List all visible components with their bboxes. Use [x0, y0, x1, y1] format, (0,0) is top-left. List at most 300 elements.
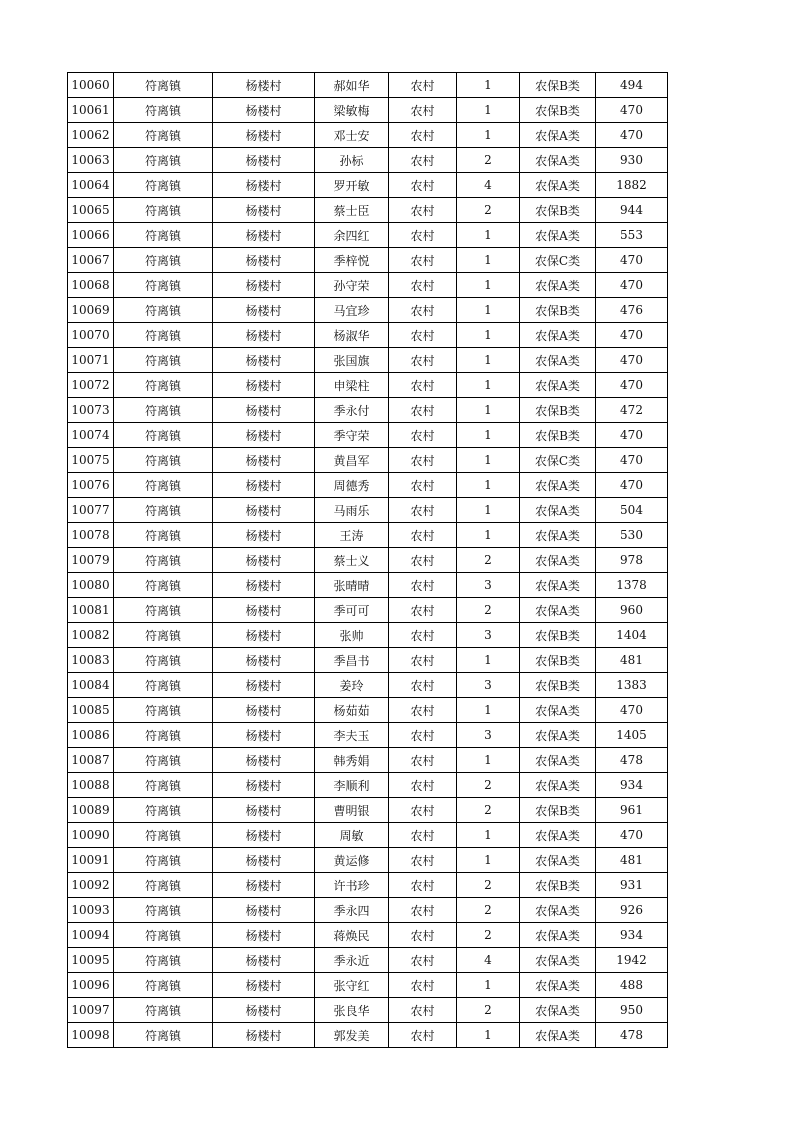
- town-cell: 符离镇: [114, 98, 213, 123]
- village-cell: 杨楼村: [213, 398, 315, 423]
- town-cell: 符离镇: [114, 298, 213, 323]
- amount-cell: 470: [596, 448, 668, 473]
- member-count-cell: 2: [457, 798, 520, 823]
- insurance-category-cell: 农保A类: [520, 723, 596, 748]
- member-count-cell: 2: [457, 773, 520, 798]
- name-cell: 张良华: [315, 998, 389, 1023]
- member-count-cell: 1: [457, 123, 520, 148]
- amount-cell: 470: [596, 373, 668, 398]
- member-count-cell: 2: [457, 898, 520, 923]
- table-row: [68, 948, 668, 973]
- member-count-cell: 1: [457, 248, 520, 273]
- name-cell: 季守荣: [315, 423, 389, 448]
- village-cell: 杨楼村: [213, 923, 315, 948]
- name-cell: 张晴晴: [315, 573, 389, 598]
- amount-cell: 930: [596, 148, 668, 173]
- amount-cell: 950: [596, 998, 668, 1023]
- name-cell: 申梁柱: [315, 373, 389, 398]
- insurance-category-cell: 农保A类: [520, 223, 596, 248]
- household-type-cell: 农村: [389, 923, 457, 948]
- village-cell: 杨楼村: [213, 498, 315, 523]
- household-type-cell: 农村: [389, 598, 457, 623]
- insurance-category-cell: 农保A类: [520, 373, 596, 398]
- table-row: [68, 198, 668, 223]
- village-cell: 杨楼村: [213, 173, 315, 198]
- record-id-cell: 10077: [68, 498, 114, 523]
- town-cell: 符离镇: [114, 123, 213, 148]
- record-id-cell: 10067: [68, 248, 114, 273]
- amount-cell: 470: [596, 123, 668, 148]
- member-count-cell: 4: [457, 948, 520, 973]
- village-cell: 杨楼村: [213, 623, 315, 648]
- household-type-cell: 农村: [389, 398, 457, 423]
- village-cell: 杨楼村: [213, 423, 315, 448]
- member-count-cell: 4: [457, 173, 520, 198]
- name-cell: 马宜珍: [315, 298, 389, 323]
- amount-cell: 494: [596, 73, 668, 98]
- record-id-cell: 10075: [68, 448, 114, 473]
- village-cell: 杨楼村: [213, 698, 315, 723]
- household-type-cell: 农村: [389, 573, 457, 598]
- record-id-cell: 10085: [68, 698, 114, 723]
- name-cell: 杨淑华: [315, 323, 389, 348]
- town-cell: 符离镇: [114, 723, 213, 748]
- village-cell: 杨楼村: [213, 798, 315, 823]
- member-count-cell: 1: [457, 973, 520, 998]
- insurance-category-cell: 农保A类: [520, 1023, 596, 1048]
- insurance-category-cell: 农保A类: [520, 548, 596, 573]
- name-cell: 李夫玉: [315, 723, 389, 748]
- name-cell: 梁敏梅: [315, 98, 389, 123]
- name-cell: 邓士安: [315, 123, 389, 148]
- town-cell: 符离镇: [114, 648, 213, 673]
- insurance-category-cell: 农保C类: [520, 248, 596, 273]
- table-row: [68, 673, 668, 698]
- name-cell: 蔡士臣: [315, 198, 389, 223]
- table-row: [68, 573, 668, 598]
- name-cell: 黄运修: [315, 848, 389, 873]
- amount-cell: 1404: [596, 623, 668, 648]
- amount-cell: 961: [596, 798, 668, 823]
- table-row: [68, 873, 668, 898]
- insurance-category-cell: 农保A类: [520, 698, 596, 723]
- village-cell: 杨楼村: [213, 448, 315, 473]
- table-row: [68, 923, 668, 948]
- household-type-cell: 农村: [389, 998, 457, 1023]
- insurance-category-cell: 农保A类: [520, 748, 596, 773]
- insurance-category-cell: 农保A类: [520, 523, 596, 548]
- record-id-cell: 10096: [68, 973, 114, 998]
- insurance-category-cell: 农保B类: [520, 98, 596, 123]
- village-cell: 杨楼村: [213, 123, 315, 148]
- town-cell: 符离镇: [114, 998, 213, 1023]
- table-row: [68, 373, 668, 398]
- table-row: [68, 98, 668, 123]
- member-count-cell: 2: [457, 548, 520, 573]
- village-cell: 杨楼村: [213, 473, 315, 498]
- insurance-category-cell: 农保B类: [520, 873, 596, 898]
- village-cell: 杨楼村: [213, 548, 315, 573]
- member-count-cell: 3: [457, 573, 520, 598]
- household-type-cell: 农村: [389, 798, 457, 823]
- amount-cell: 931: [596, 873, 668, 898]
- insurance-category-cell: 农保A类: [520, 123, 596, 148]
- table-row: [68, 273, 668, 298]
- amount-cell: 1882: [596, 173, 668, 198]
- record-id-cell: 10071: [68, 348, 114, 373]
- table-row: [68, 998, 668, 1023]
- record-id-cell: 10092: [68, 873, 114, 898]
- town-cell: 符离镇: [114, 323, 213, 348]
- name-cell: 许书珍: [315, 873, 389, 898]
- name-cell: 郭发美: [315, 1023, 389, 1048]
- insurance-category-cell: 农保B类: [520, 398, 596, 423]
- household-type-cell: 农村: [389, 548, 457, 573]
- household-type-cell: 农村: [389, 948, 457, 973]
- table-row: [68, 723, 668, 748]
- village-cell: 杨楼村: [213, 73, 315, 98]
- insurance-category-cell: 农保B类: [520, 73, 596, 98]
- record-id-cell: 10086: [68, 723, 114, 748]
- village-cell: 杨楼村: [213, 1023, 315, 1048]
- household-type-cell: 农村: [389, 223, 457, 248]
- record-id-cell: 10079: [68, 548, 114, 573]
- member-count-cell: 2: [457, 198, 520, 223]
- member-count-cell: 1: [457, 698, 520, 723]
- name-cell: 周德秀: [315, 473, 389, 498]
- insurance-category-cell: 农保A类: [520, 823, 596, 848]
- name-cell: 张帅: [315, 623, 389, 648]
- insurance-category-cell: 农保A类: [520, 273, 596, 298]
- amount-cell: 470: [596, 698, 668, 723]
- table-row: [68, 898, 668, 923]
- record-id-cell: 10084: [68, 673, 114, 698]
- insurance-category-cell: 农保B类: [520, 423, 596, 448]
- town-cell: 符离镇: [114, 148, 213, 173]
- household-type-cell: 农村: [389, 323, 457, 348]
- household-type-cell: 农村: [389, 498, 457, 523]
- name-cell: 马雨乐: [315, 498, 389, 523]
- village-cell: 杨楼村: [213, 873, 315, 898]
- town-cell: 符离镇: [114, 198, 213, 223]
- insurance-category-cell: 农保A类: [520, 998, 596, 1023]
- amount-cell: 926: [596, 898, 668, 923]
- town-cell: 符离镇: [114, 448, 213, 473]
- record-id-cell: 10065: [68, 198, 114, 223]
- town-cell: 符离镇: [114, 823, 213, 848]
- insurance-category-cell: 农保A类: [520, 898, 596, 923]
- member-count-cell: 2: [457, 923, 520, 948]
- member-count-cell: 2: [457, 873, 520, 898]
- insurance-category-cell: 农保B类: [520, 798, 596, 823]
- member-count-cell: 1: [457, 373, 520, 398]
- name-cell: 王涛: [315, 523, 389, 548]
- member-count-cell: 2: [457, 998, 520, 1023]
- record-id-cell: 10064: [68, 173, 114, 198]
- member-count-cell: 1: [457, 473, 520, 498]
- village-cell: 杨楼村: [213, 723, 315, 748]
- town-cell: 符离镇: [114, 948, 213, 973]
- village-cell: 杨楼村: [213, 348, 315, 373]
- name-cell: 余四红: [315, 223, 389, 248]
- insurance-category-cell: 农保A类: [520, 323, 596, 348]
- village-cell: 杨楼村: [213, 598, 315, 623]
- village-cell: 杨楼村: [213, 198, 315, 223]
- name-cell: 蒋焕民: [315, 923, 389, 948]
- town-cell: 符离镇: [114, 773, 213, 798]
- insurance-category-cell: 农保B类: [520, 648, 596, 673]
- record-id-cell: 10076: [68, 473, 114, 498]
- table-row: [68, 148, 668, 173]
- table-row: [68, 798, 668, 823]
- amount-cell: 488: [596, 973, 668, 998]
- member-count-cell: 2: [457, 148, 520, 173]
- record-id-cell: 10081: [68, 598, 114, 623]
- record-id-cell: 10068: [68, 273, 114, 298]
- town-cell: 符离镇: [114, 573, 213, 598]
- insurance-category-cell: 农保B类: [520, 298, 596, 323]
- table-row: [68, 473, 668, 498]
- record-id-cell: 10091: [68, 848, 114, 873]
- amount-cell: 470: [596, 248, 668, 273]
- village-cell: 杨楼村: [213, 573, 315, 598]
- insurance-category-cell: 农保B类: [520, 198, 596, 223]
- table-row: [68, 448, 668, 473]
- insurance-category-cell: 农保B类: [520, 623, 596, 648]
- name-cell: 张国旗: [315, 348, 389, 373]
- table-row: [68, 323, 668, 348]
- table-row: [68, 298, 668, 323]
- record-id-cell: 10087: [68, 748, 114, 773]
- town-cell: 符离镇: [114, 523, 213, 548]
- village-cell: 杨楼村: [213, 148, 315, 173]
- name-cell: 黄昌军: [315, 448, 389, 473]
- village-cell: 杨楼村: [213, 648, 315, 673]
- member-count-cell: 1: [457, 273, 520, 298]
- records-table: [67, 72, 668, 1048]
- household-type-cell: 农村: [389, 623, 457, 648]
- amount-cell: 481: [596, 848, 668, 873]
- name-cell: 罗开敏: [315, 173, 389, 198]
- household-type-cell: 农村: [389, 448, 457, 473]
- member-count-cell: 1: [457, 348, 520, 373]
- name-cell: 孙守荣: [315, 273, 389, 298]
- table-row: [68, 848, 668, 873]
- table-row: [68, 223, 668, 248]
- insurance-category-cell: 农保A类: [520, 848, 596, 873]
- record-id-cell: 10089: [68, 798, 114, 823]
- table-row: [68, 523, 668, 548]
- name-cell: 季昌书: [315, 648, 389, 673]
- record-id-cell: 10072: [68, 373, 114, 398]
- record-id-cell: 10063: [68, 148, 114, 173]
- household-type-cell: 农村: [389, 773, 457, 798]
- record-id-cell: 10082: [68, 623, 114, 648]
- amount-cell: 934: [596, 923, 668, 948]
- town-cell: 符离镇: [114, 848, 213, 873]
- member-count-cell: 1: [457, 448, 520, 473]
- town-cell: 符离镇: [114, 398, 213, 423]
- record-id-cell: 10060: [68, 73, 114, 98]
- table-row: [68, 623, 668, 648]
- record-id-cell: 10098: [68, 1023, 114, 1048]
- member-count-cell: 1: [457, 298, 520, 323]
- household-type-cell: 农村: [389, 473, 457, 498]
- amount-cell: 470: [596, 423, 668, 448]
- amount-cell: 530: [596, 523, 668, 548]
- amount-cell: 934: [596, 773, 668, 798]
- village-cell: 杨楼村: [213, 848, 315, 873]
- member-count-cell: 1: [457, 98, 520, 123]
- record-id-cell: 10088: [68, 773, 114, 798]
- table-row: [68, 748, 668, 773]
- amount-cell: 481: [596, 648, 668, 673]
- table-row: [68, 773, 668, 798]
- household-type-cell: 农村: [389, 748, 457, 773]
- table-row: [68, 398, 668, 423]
- household-type-cell: 农村: [389, 698, 457, 723]
- village-cell: 杨楼村: [213, 248, 315, 273]
- village-cell: 杨楼村: [213, 273, 315, 298]
- household-type-cell: 农村: [389, 898, 457, 923]
- household-type-cell: 农村: [389, 723, 457, 748]
- village-cell: 杨楼村: [213, 998, 315, 1023]
- name-cell: 张守红: [315, 973, 389, 998]
- amount-cell: 478: [596, 748, 668, 773]
- amount-cell: 470: [596, 348, 668, 373]
- table-row: [68, 498, 668, 523]
- amount-cell: 476: [596, 298, 668, 323]
- amount-cell: 470: [596, 98, 668, 123]
- town-cell: 符离镇: [114, 798, 213, 823]
- household-type-cell: 农村: [389, 1023, 457, 1048]
- household-type-cell: 农村: [389, 98, 457, 123]
- name-cell: 周敏: [315, 823, 389, 848]
- town-cell: 符离镇: [114, 348, 213, 373]
- name-cell: 季永四: [315, 898, 389, 923]
- member-count-cell: 1: [457, 423, 520, 448]
- village-cell: 杨楼村: [213, 223, 315, 248]
- village-cell: 杨楼村: [213, 298, 315, 323]
- member-count-cell: 1: [457, 223, 520, 248]
- household-type-cell: 农村: [389, 348, 457, 373]
- town-cell: 符离镇: [114, 473, 213, 498]
- insurance-category-cell: 农保A类: [520, 948, 596, 973]
- record-id-cell: 10069: [68, 298, 114, 323]
- household-type-cell: 农村: [389, 198, 457, 223]
- name-cell: 郝如华: [315, 73, 389, 98]
- table-row: [68, 423, 668, 448]
- village-cell: 杨楼村: [213, 373, 315, 398]
- member-count-cell: 1: [457, 748, 520, 773]
- household-type-cell: 农村: [389, 173, 457, 198]
- record-id-cell: 10074: [68, 423, 114, 448]
- member-count-cell: 1: [457, 823, 520, 848]
- insurance-category-cell: 农保A类: [520, 923, 596, 948]
- village-cell: 杨楼村: [213, 323, 315, 348]
- household-type-cell: 农村: [389, 873, 457, 898]
- village-cell: 杨楼村: [213, 948, 315, 973]
- member-count-cell: 3: [457, 723, 520, 748]
- amount-cell: 978: [596, 548, 668, 573]
- member-count-cell: 1: [457, 848, 520, 873]
- member-count-cell: 3: [457, 673, 520, 698]
- household-type-cell: 农村: [389, 123, 457, 148]
- record-id-cell: 10073: [68, 398, 114, 423]
- member-count-cell: 1: [457, 498, 520, 523]
- household-type-cell: 农村: [389, 423, 457, 448]
- household-type-cell: 农村: [389, 823, 457, 848]
- name-cell: 季永近: [315, 948, 389, 973]
- household-type-cell: 农村: [389, 373, 457, 398]
- village-cell: 杨楼村: [213, 898, 315, 923]
- household-type-cell: 农村: [389, 973, 457, 998]
- member-count-cell: 1: [457, 523, 520, 548]
- table-row: [68, 698, 668, 723]
- amount-cell: 1942: [596, 948, 668, 973]
- amount-cell: 504: [596, 498, 668, 523]
- record-id-cell: 10094: [68, 923, 114, 948]
- household-type-cell: 农村: [389, 273, 457, 298]
- member-count-cell: 3: [457, 623, 520, 648]
- table-row: [68, 598, 668, 623]
- table-row: [68, 1023, 668, 1048]
- name-cell: 李顺利: [315, 773, 389, 798]
- household-type-cell: 农村: [389, 848, 457, 873]
- amount-cell: 960: [596, 598, 668, 623]
- town-cell: 符离镇: [114, 248, 213, 273]
- town-cell: 符离镇: [114, 898, 213, 923]
- record-id-cell: 10083: [68, 648, 114, 673]
- record-id-cell: 10078: [68, 523, 114, 548]
- table-row: [68, 823, 668, 848]
- amount-cell: 472: [596, 398, 668, 423]
- amount-cell: 470: [596, 473, 668, 498]
- village-cell: 杨楼村: [213, 973, 315, 998]
- record-id-cell: 10070: [68, 323, 114, 348]
- record-id-cell: 10093: [68, 898, 114, 923]
- household-type-cell: 农村: [389, 73, 457, 98]
- amount-cell: 470: [596, 273, 668, 298]
- member-count-cell: 1: [457, 398, 520, 423]
- record-id-cell: 10066: [68, 223, 114, 248]
- insurance-category-cell: 农保A类: [520, 173, 596, 198]
- name-cell: 韩秀娟: [315, 748, 389, 773]
- town-cell: 符离镇: [114, 373, 213, 398]
- record-id-cell: 10062: [68, 123, 114, 148]
- village-cell: 杨楼村: [213, 673, 315, 698]
- record-id-cell: 10061: [68, 98, 114, 123]
- amount-cell: 470: [596, 323, 668, 348]
- table-row: [68, 973, 668, 998]
- town-cell: 符离镇: [114, 73, 213, 98]
- table-row: [68, 548, 668, 573]
- name-cell: 姜玲: [315, 673, 389, 698]
- table-row: [68, 123, 668, 148]
- amount-cell: 1378: [596, 573, 668, 598]
- insurance-category-cell: 农保A类: [520, 773, 596, 798]
- member-count-cell: 1: [457, 323, 520, 348]
- member-count-cell: 1: [457, 648, 520, 673]
- household-type-cell: 农村: [389, 248, 457, 273]
- insurance-category-cell: 农保B类: [520, 673, 596, 698]
- insurance-category-cell: 农保A类: [520, 473, 596, 498]
- household-type-cell: 农村: [389, 298, 457, 323]
- table-row: [68, 73, 668, 98]
- town-cell: 符离镇: [114, 1023, 213, 1048]
- amount-cell: 1383: [596, 673, 668, 698]
- town-cell: 符离镇: [114, 498, 213, 523]
